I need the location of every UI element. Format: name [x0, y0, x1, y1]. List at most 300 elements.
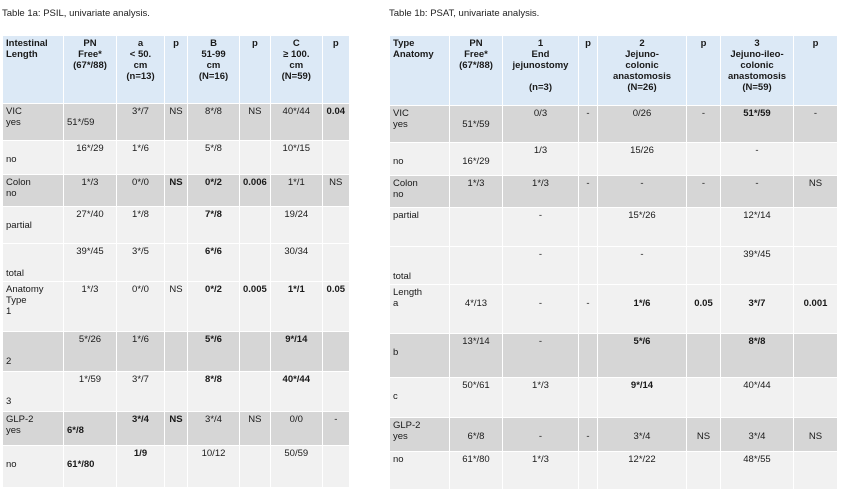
header-text: (n=3)	[529, 82, 552, 93]
row-label: a	[393, 298, 399, 309]
table-cell	[165, 244, 188, 282]
header-text: (67*/88)	[459, 60, 493, 71]
header-text: cm	[206, 60, 221, 71]
row-label: 3	[6, 396, 12, 407]
header-cell	[117, 36, 165, 104]
cell-value: -	[701, 178, 706, 189]
header-text: PN	[469, 38, 483, 49]
table-cell	[165, 332, 188, 372]
row-label	[6, 385, 60, 396]
table-cell	[188, 141, 240, 175]
row-label	[393, 249, 446, 260]
cell-value: 39*/45	[743, 249, 771, 260]
table-cell	[450, 285, 503, 334]
table-cell	[117, 175, 165, 207]
table-cell	[322, 282, 349, 332]
cell-value	[326, 334, 346, 345]
table-cell	[687, 247, 721, 285]
row-label: GLP-2	[6, 414, 34, 425]
header-text: p	[700, 38, 707, 49]
cell-value: 3*/7	[132, 106, 149, 117]
header-text: Free*	[464, 49, 488, 60]
cell-value	[582, 210, 594, 221]
cell-value	[506, 287, 575, 298]
cell-value: 12*/22	[628, 454, 656, 465]
cell-value	[243, 448, 267, 459]
table-cell	[450, 106, 503, 143]
cell-value	[453, 287, 499, 298]
header-text: Length	[6, 49, 38, 60]
row-label-cell	[390, 208, 450, 247]
psat-table	[389, 35, 838, 490]
cell-value: 4*/13	[464, 298, 488, 309]
table-cell	[579, 143, 598, 176]
table-cell	[322, 207, 349, 244]
row-label-cell	[3, 412, 64, 446]
header-cell	[687, 36, 721, 106]
cell-value: 0*/2	[205, 177, 222, 188]
table-cell	[165, 282, 188, 332]
table-cell	[188, 412, 240, 446]
cell-value: 3*/5	[132, 246, 149, 257]
table-cell	[687, 418, 721, 452]
cell-value	[453, 108, 499, 119]
header-text: p	[332, 38, 339, 49]
cell-value	[453, 249, 499, 260]
cell-value: 1*/6	[132, 334, 149, 345]
table-cell	[240, 446, 271, 488]
cell-value: -	[538, 210, 543, 221]
cell-value	[67, 448, 113, 459]
header-text: < 50.	[129, 49, 152, 60]
header-text: Anatomy	[393, 49, 434, 60]
row-label-cell	[3, 104, 64, 141]
cell-value: 1*/3	[81, 284, 99, 295]
table-row	[390, 418, 838, 452]
cell-value: 15*/26	[628, 210, 656, 221]
cell-value	[582, 336, 594, 347]
header-text: colonic	[740, 60, 774, 71]
cell-value: 6*/8	[467, 431, 485, 442]
header-text: C	[292, 38, 300, 49]
cell-value	[797, 287, 834, 298]
table-cell	[64, 282, 117, 332]
cell-value	[582, 249, 594, 260]
header-text: Type	[393, 38, 415, 49]
table-cell	[188, 282, 240, 332]
header-cell	[322, 36, 349, 104]
table-cell	[270, 141, 322, 175]
table-cell	[322, 412, 349, 446]
cell-value: 51*/59	[462, 119, 490, 130]
cell-value	[168, 209, 184, 220]
table-row	[390, 452, 838, 490]
cell-value	[797, 210, 834, 221]
cell-value: 0*/2	[205, 284, 222, 295]
cell-value: 1/9	[133, 448, 148, 459]
cell-value: 0.05	[694, 298, 713, 309]
table-cell	[687, 143, 721, 176]
cell-value: 0.005	[243, 284, 267, 295]
header-cell	[240, 36, 271, 104]
row-label	[6, 374, 60, 385]
table-a-caption: Table 1a: PSIL, univariate analysis.	[2, 8, 150, 19]
row-label: no	[393, 189, 404, 200]
header-cell	[165, 36, 188, 104]
cell-value: 1*/3	[532, 178, 549, 189]
cell-value	[582, 145, 594, 156]
row-label: Anatomy	[6, 284, 44, 295]
cell-value: NS	[169, 414, 183, 425]
cell-value: 6*/6	[205, 246, 222, 257]
header-text: (N=59)	[742, 82, 772, 93]
table-cell	[503, 418, 579, 452]
row-label-cell	[390, 143, 450, 176]
table-cell	[721, 247, 794, 285]
header-text: (n=13)	[126, 71, 155, 82]
cell-value	[690, 287, 717, 298]
table-cell	[240, 332, 271, 372]
row-label-cell	[3, 141, 64, 175]
table-cell	[270, 412, 322, 446]
table-cell	[270, 372, 322, 412]
table-cell	[721, 106, 794, 143]
table-row	[390, 176, 838, 208]
cell-value: 5*/26	[78, 334, 102, 345]
table-cell	[117, 372, 165, 412]
table-cell	[450, 334, 503, 378]
cell-value: 0/0	[289, 414, 303, 425]
cell-value	[326, 143, 346, 154]
table-cell	[240, 372, 271, 412]
table-cell	[503, 176, 579, 208]
table-cell	[687, 208, 721, 247]
row-label-cell	[390, 106, 450, 143]
header-text: (67*/88)	[73, 60, 107, 71]
table-cell	[165, 141, 188, 175]
header-text: a	[137, 38, 144, 49]
cell-value: -	[701, 108, 706, 119]
table-cell	[117, 207, 165, 244]
row-label-cell	[3, 175, 64, 207]
header-text: cm	[133, 60, 148, 71]
table-cell	[188, 244, 240, 282]
header-text: 1	[537, 38, 544, 49]
row-label	[6, 345, 60, 356]
cell-value: -	[586, 298, 590, 309]
row-label	[6, 448, 60, 459]
cell-value: 3*/7	[748, 298, 766, 309]
row-label: yes	[393, 119, 408, 130]
header-text: (N=26)	[627, 82, 657, 93]
cell-value: -	[538, 431, 543, 442]
cell-value: 0/3	[533, 108, 548, 119]
cell-value: 0.05	[326, 284, 346, 295]
cell-value: 1*/3	[532, 380, 549, 391]
table-cell	[721, 176, 794, 208]
table-cell	[794, 378, 838, 418]
cell-value: 3*/7	[132, 374, 149, 385]
table-row	[3, 332, 350, 372]
cell-value: NS	[808, 178, 823, 189]
row-label-cell	[3, 207, 64, 244]
cell-value: 50*/61	[462, 380, 490, 391]
table-cell	[794, 285, 838, 334]
row-label: Length	[393, 287, 423, 298]
table-cell	[240, 412, 271, 446]
header-cell	[64, 36, 117, 104]
header-cell	[3, 36, 64, 104]
row-label: 2	[6, 356, 12, 367]
table-cell	[503, 378, 579, 418]
table-cell	[598, 452, 687, 490]
cell-value: -	[334, 414, 338, 425]
cell-value: 3*/4	[748, 431, 766, 442]
cell-value	[243, 374, 267, 385]
row-label: no	[393, 156, 404, 167]
table-cell	[117, 104, 165, 141]
table-cell	[579, 208, 598, 247]
table-cell	[165, 175, 188, 207]
header-cell	[794, 36, 838, 106]
table-cell	[721, 334, 794, 378]
table-cell	[64, 175, 117, 207]
table-cell	[64, 412, 117, 446]
header-row	[3, 36, 350, 104]
cell-value: 50/59	[284, 448, 309, 459]
cell-value	[724, 420, 790, 431]
table-cell	[240, 141, 271, 175]
cell-value: 0*/0	[132, 284, 149, 295]
table-cell	[240, 104, 271, 141]
row-label	[6, 257, 60, 268]
header-cell	[579, 36, 598, 106]
header-text: PN	[83, 38, 97, 49]
cell-value	[168, 143, 184, 154]
header-text: anastomosis	[727, 71, 787, 82]
table-row	[390, 285, 838, 334]
row-label	[393, 336, 446, 347]
cell-value: -	[813, 108, 818, 119]
cell-value: 3*/4	[132, 414, 149, 425]
table-row	[3, 207, 350, 244]
cell-value	[690, 336, 717, 347]
table-cell	[598, 176, 687, 208]
row-label: total	[6, 268, 24, 279]
row-label	[393, 260, 446, 271]
table-cell	[270, 332, 322, 372]
cell-value: 40*/44	[282, 106, 311, 117]
table-cell	[64, 372, 117, 412]
header-text: Intestinal	[6, 38, 48, 49]
table-row	[3, 282, 350, 332]
header-text: (N=16)	[198, 71, 229, 82]
cell-value: 3*/4	[633, 431, 651, 442]
table-row	[3, 175, 350, 207]
cell-value: 1*/59	[78, 374, 102, 385]
row-label: yes	[393, 431, 408, 442]
table-row	[390, 208, 838, 247]
row-label-cell	[3, 282, 64, 332]
table-cell	[450, 418, 503, 452]
table-cell	[503, 247, 579, 285]
table-cell	[165, 446, 188, 488]
cell-value: NS	[808, 431, 823, 442]
cell-value	[601, 420, 683, 431]
header-text: Jejuno-	[625, 49, 659, 60]
table-cell	[240, 175, 271, 207]
header-cell	[598, 36, 687, 106]
cell-value	[690, 454, 717, 465]
table-cell	[322, 446, 349, 488]
cell-value	[506, 420, 575, 431]
cell-value: 15/26	[630, 145, 654, 156]
cell-value	[67, 106, 113, 117]
header-text: jejunostomy	[512, 60, 569, 71]
cell-value: 1*/6	[132, 143, 149, 154]
cell-value	[168, 448, 184, 459]
cell-value: NS	[169, 177, 183, 188]
table-cell	[188, 207, 240, 244]
cell-value: 19/24	[284, 209, 309, 220]
table-cell	[721, 418, 794, 452]
row-label: total	[393, 271, 411, 282]
cell-value	[168, 374, 184, 385]
row-label: c	[393, 391, 398, 402]
cell-value	[453, 145, 499, 156]
table-cell	[579, 285, 598, 334]
header-text: anastomosis	[612, 71, 672, 82]
table-cell	[64, 332, 117, 372]
cell-value	[797, 145, 834, 156]
cell-value: 12*/14	[743, 210, 771, 221]
row-label-cell	[3, 332, 64, 372]
cell-value: 3*/4	[205, 414, 222, 425]
table-b-caption: Table 1b: PSAT, univariate analysis.	[389, 8, 540, 19]
table-row	[390, 143, 838, 176]
cell-value: -	[586, 178, 590, 189]
cell-value: 10*/15	[282, 143, 311, 154]
cell-value: 5*/6	[205, 334, 222, 345]
table-cell	[598, 418, 687, 452]
table-cell	[322, 175, 349, 207]
header-text: p	[812, 38, 819, 49]
cell-value: NS	[696, 431, 711, 442]
table-cell	[794, 334, 838, 378]
table-cell	[794, 143, 838, 176]
cell-value	[797, 380, 834, 391]
header-text: colonic	[625, 60, 659, 71]
header-row	[390, 36, 838, 106]
cell-value: 1*/3	[81, 177, 99, 188]
table-cell	[188, 372, 240, 412]
header-text: 3	[754, 38, 760, 49]
table-cell	[165, 104, 188, 141]
header-cell	[390, 36, 450, 106]
row-label: Type	[6, 295, 27, 306]
table-cell	[188, 332, 240, 372]
cell-value: 8*/8	[205, 374, 222, 385]
cell-value: 1*/1	[287, 177, 305, 188]
table-cell	[322, 141, 349, 175]
table-cell	[322, 372, 349, 412]
table-cell	[794, 247, 838, 285]
row-label: b	[393, 347, 399, 358]
header-text: Jejuno-ileo-	[730, 49, 784, 60]
cell-value: -	[586, 108, 590, 119]
cell-value	[582, 287, 594, 298]
cell-value: 48*/55	[743, 454, 771, 465]
table-cell	[270, 175, 322, 207]
table-cell	[598, 334, 687, 378]
table-row	[3, 244, 350, 282]
table-cell	[117, 141, 165, 175]
cell-value: 8*/8	[205, 106, 222, 117]
cell-value	[797, 454, 834, 465]
table-row	[3, 446, 350, 488]
header-cell	[503, 36, 579, 106]
row-label	[6, 209, 60, 220]
cell-value	[326, 374, 346, 385]
cell-value: 40*/44	[282, 374, 311, 385]
cell-value	[690, 210, 717, 221]
cell-value: 1*/3	[467, 178, 485, 189]
cell-value: 8*/8	[748, 336, 766, 347]
table-cell	[687, 106, 721, 143]
table-cell	[687, 452, 721, 490]
row-label	[6, 334, 60, 345]
cell-value: 61*/80	[67, 459, 95, 470]
table-cell	[322, 332, 349, 372]
table-cell	[794, 418, 838, 452]
table-cell	[687, 176, 721, 208]
table-cell	[721, 285, 794, 334]
table-cell	[64, 207, 117, 244]
cell-value	[453, 210, 499, 221]
table-cell	[188, 446, 240, 488]
cell-value: -	[586, 431, 590, 442]
table-cell	[165, 207, 188, 244]
table-cell	[598, 143, 687, 176]
table-cell	[450, 247, 503, 285]
table-cell	[64, 141, 117, 175]
cell-value: -	[755, 178, 759, 189]
cell-value: -	[538, 336, 543, 347]
cell-value: 0*/0	[132, 177, 149, 188]
cell-value: 40*/44	[743, 380, 771, 391]
cell-value: -	[538, 298, 543, 309]
cell-value: 1*/8	[132, 209, 149, 220]
table-cell	[270, 104, 322, 141]
table-cell	[598, 208, 687, 247]
table-cell	[579, 452, 598, 490]
table-row	[3, 412, 350, 446]
cell-value: 16*/29	[462, 156, 490, 167]
table-cell	[598, 378, 687, 418]
row-label: no	[393, 454, 404, 465]
table-cell	[579, 247, 598, 285]
cell-value: NS	[248, 106, 262, 117]
table-cell	[598, 247, 687, 285]
cell-value: 0.006	[243, 177, 267, 188]
row-label	[393, 380, 446, 391]
table-cell	[117, 332, 165, 372]
row-label: partial	[6, 220, 32, 231]
cell-value: 1*/3	[532, 454, 549, 465]
row-label-cell	[390, 285, 450, 334]
header-text: B	[210, 38, 217, 49]
cell-value	[690, 380, 717, 391]
